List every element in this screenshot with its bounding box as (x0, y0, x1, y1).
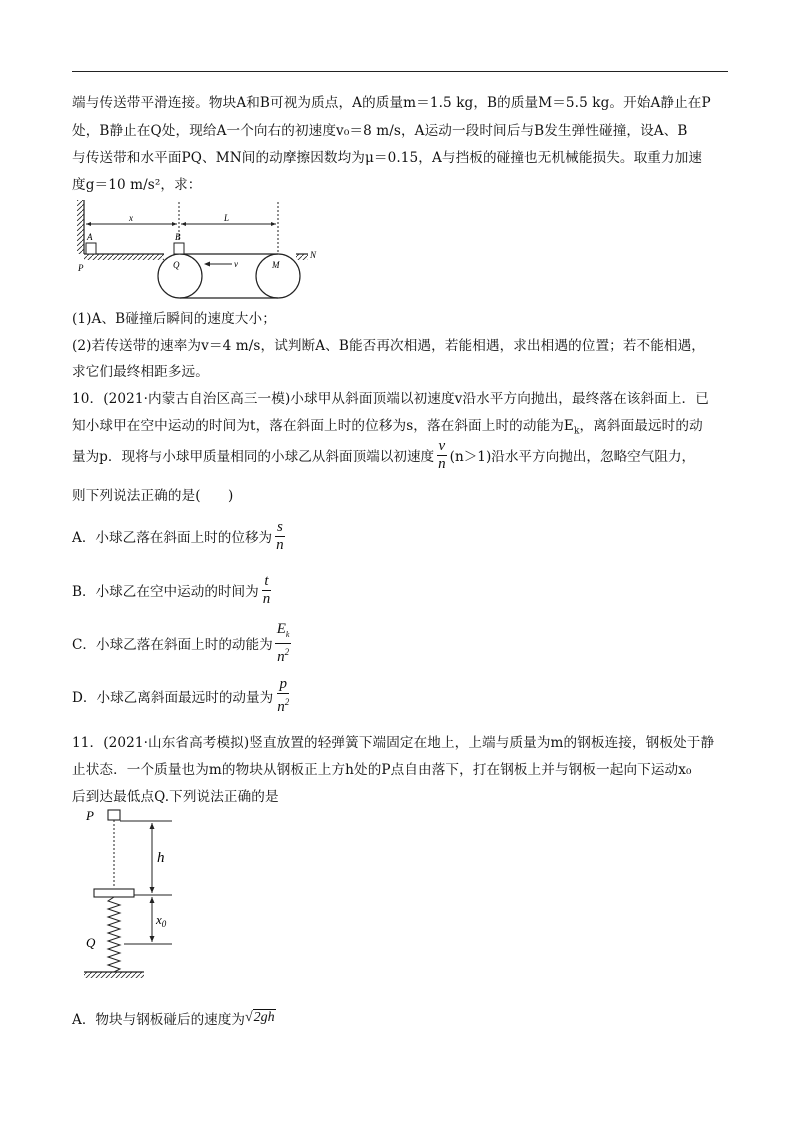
q10-line-4: 则下列说法正确的是( ) (72, 488, 234, 504)
q11-option-a: A．物块与钢板碰后的速度为 √2gh (72, 1010, 275, 1028)
label-p: P (78, 263, 84, 273)
q10-line-1: 10．(2021·内蒙古自治区高三一模)小球甲从斜面顶端以初速度v沿水平方向抛出，最终落在该斜面上．已 (72, 391, 709, 407)
label-m: M (272, 260, 280, 270)
q11-line-1: 11．(2021·山东省高考模拟)竖直放置的轻弹簧下端固定在地上，上端与质量为m的钢板连接，钢板处于静 (72, 735, 715, 751)
q9-sub-2b: 求它们最终相距多远。 (72, 364, 209, 380)
label-v: v (234, 259, 238, 269)
q9-sub-2a: (2)若传送带的速率为v＝4 m/s，试判断A、B能否再次相遇，若能相遇，求出相遇的位置；若不能相遇， (72, 338, 706, 354)
steel-plate (94, 889, 134, 897)
sqrt-expression: √2gh (244, 1010, 275, 1025)
label-p: P (86, 808, 94, 823)
option-b: B．小球乙在空中运动的时间为 $\frac{t}{n}$ (72, 572, 271, 607)
wheel-q (158, 254, 202, 298)
fraction-v-over-n: $\frac{v}{n}$ (438, 437, 446, 472)
label-n: N (310, 250, 317, 260)
label-q: Q (86, 935, 96, 950)
header-rule (72, 71, 728, 72)
label-x0: $x_0$ (156, 912, 167, 929)
q9-sub-1: (1)A、B碰撞后瞬间的速度大小； (72, 311, 276, 327)
block-a (86, 243, 96, 254)
spring (108, 897, 120, 972)
falling-block (108, 810, 120, 820)
label-q: Q (173, 260, 180, 270)
q10-line-3: 量为p．现将与小球甲质量相同的小球乙从斜面顶端以初速度 $\frac{v}{n}$ (n＞1)沿水平方向抛出，忽略空气阻力， (72, 437, 696, 472)
q9-line-4: 度g＝10 m/s²，求： (72, 177, 202, 193)
q9-line-2: 处，B静止在Q处，现给A一个向右的初速度v₀＝8 m/s，A运动一段时间后与B发生弹性碰撞，设A、B (72, 123, 688, 139)
q10-line-2: 知小球甲在空中运动的时间为t，落在斜面上时的位移为s，落在斜面上时的动能为$E_k$，离斜面最远时的动 (72, 418, 703, 437)
q9-line-1: 端与传送带平滑连接。物块A和B可视为质点，A的质量m＝1.5 kg，B的质量M＝5.5 kg。开始A静止在P (72, 95, 711, 111)
option-a: A．小球乙落在斜面上时的位移为 $\frac{s}{n}$ (72, 518, 284, 553)
spring-figure (80, 804, 190, 986)
q9-line-3: 与传送带和水平面PQ、MN间的动摩擦因数均为μ＝0.15，A与挡板的碰撞也无机械能损失。取重力加速 (72, 150, 703, 166)
block-b (174, 243, 184, 254)
label-l: L (224, 213, 230, 223)
q11-line-3: 后到达最低点Q.下列说法正确的是 (72, 789, 279, 805)
conveyor-belt-figure (72, 196, 332, 304)
label-x: x (129, 213, 133, 223)
q11-line-2: 止状态．一个质量也为m的物块从钢板正上方h处的P点自由落下，打在钢板上并与钢板一起向下运动x₀ (72, 762, 692, 778)
label-h: h (157, 850, 165, 866)
option-c: C．小球乙落在斜面上时的动能为 $\frac{E_k}{n^2}$ (72, 620, 290, 665)
label-b: B (175, 232, 181, 242)
label-a: A (87, 232, 93, 242)
option-d: D．小球乙离斜面最远时的动量为 $\frac{p}{n^2}$ (72, 676, 290, 715)
